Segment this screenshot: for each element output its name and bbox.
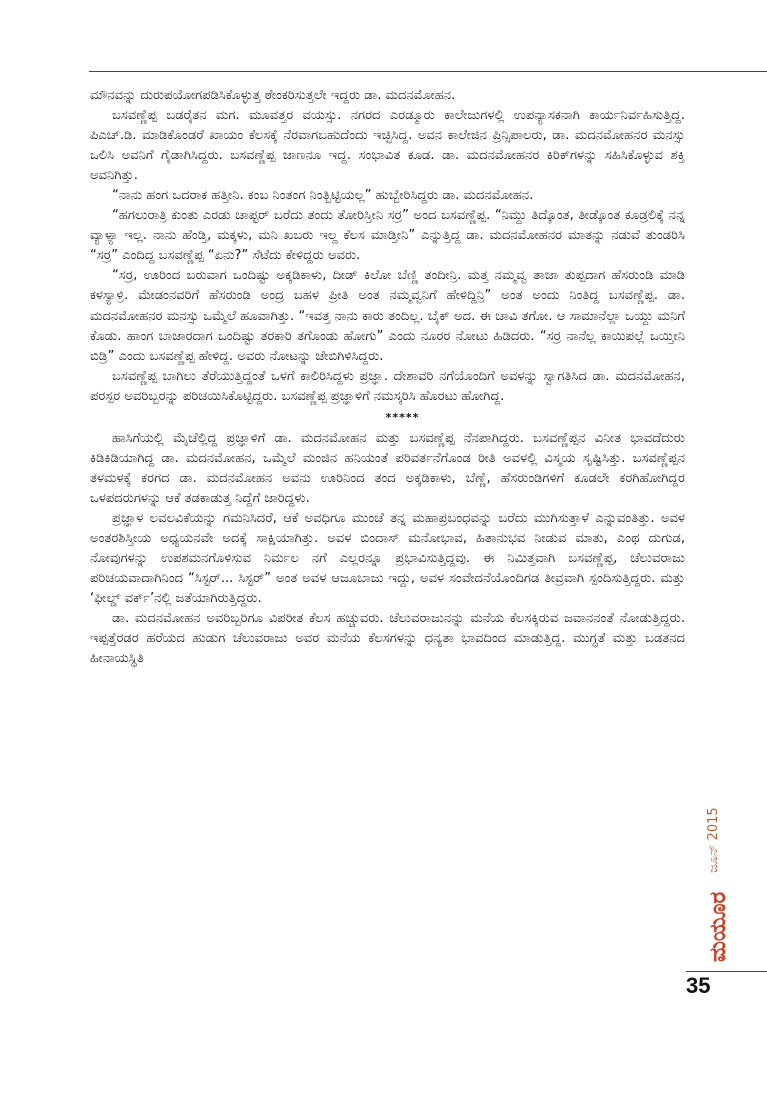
issue-date: ಜೂನ್ 2015 — [706, 807, 721, 873]
paragraph: “ಸರ್ರ, ಊರಿಂದ ಬರುವಾಗ ಒಂದಿಷ್ಟು ಅಕ್ಕಡಿಕಾಳು, ದೀಡ್ ಕಿಲೋ ಬೆಣ್ಣಿ ತಂದೀನ್ರಿ. ಮತ್ತ ನಮ್ಮವ್ವ ತಾಜಾ ತುಪ್ಪದಾಗ ಹೆಸರುಂಡಿ ಮಾಡಿ ಕಳಸ್ಯಾಳ್ರಿ. ಮೇಡಂನವರಿಗೆ ಹೆಸರುಂಡಿ ಅಂದ್ರ ಬಹಳ ಪ್ರೀತಿ ಅಂತ ನಮ್ಮವ್ವನಿಗೆ ಹೇಳಿದ್ದಿನ್ರಿ” ಅಂತ ಅಂದು ನಿಂತಿದ್ದ ಬಸವಣ್ಣೆಪ್ಪ. ಡಾ. ಮದನಮೋಹನರ ಮನಸ್ಸು ಒಮ್ಮೆಲೆ ಹೂವಾಗಿತ್ತು. “ಇವತ್ತ ನಾನು ಕಾರು ತಂದಿಲ್ಲ. ಬೈಕ್ ಅದ. ಈ ಚಾವಿ ತಗೋ. ಆ ಸಾಮಾನೆಲ್ಲಾ ಒಯ್ದು ಮನಿಗೆ ಕೊಡು. ಹಾಂಗ ಬಾಜಾರದಾಗ ಒಂದಿಷ್ಟು ತರಕಾರಿ ತಗೊಂಡು ಹೋಗು” ಎಂದು ನೂರರ ನೋಟು ಹಿಡಿದರು. “ಸರ್ರ ನಾನೆಲ್ಲ ಕಾಯಿಪಲ್ಲೆ ಒಯ್ತೀನಿ ಬಿಡ್ರಿ” ಎಂದು ಬಸವಣ್ಣೆಪ್ಪ ಹೇಳಿದ್ದ. ಅವರು ನೋಟನ್ನು ಜೇಬಿಗಿಳಿಸಿದ್ದರು. — [90, 268, 685, 364]
paragraph: ಪ್ರಜ್ಞಾಳ ಲವಲವಿಕೆಯನ್ನು ಗಮನಿಸಿದರೆ, ಆಕೆ ಅವಧಿಗೂ ಮುಂಚೆ ತನ್ನ ಮಹಾಪ್ರಬಂಧವನ್ನು ಬರೆದು ಮುಗಿಸುತ್ತಾಳೆ ಎನ್ನುವಂತಿತ್ತು. ಅವಳ ಅಂತರಶಿಸ್ತೀಯ ಅಧ್ಯಯನವೇ ಅದಕ್ಕೆ ಸಾಕ್ಷಿಯಾಗಿತ್ತು. ಅವಳ ಬಿಂದಾಸ್ ಮನೋಭಾವ, ಹಿತಾನುಭವ ನೀಡುವ ಮಾತು, ಎಂಥ ದುಗುಡ, ನೋವುಗಳನ್ನು ಉಪಶಮನಗೊಳಿಸುವ ನಿರ್ಮಲ ನಗೆ ಎಲ್ಲರನ್ನೂ ಪ್ರಭಾವಿಸುತ್ತಿದ್ದವು. ಈ ನಿಮಿತ್ತವಾಗಿ ಬಸವಣ್ಣೆಪ್ಪ, ಚೆಲುವರಾಜು ಪರಿಚಯವಾದಾಗಿನಿಂದ “ಸಿಸ್ಟರ್... ಸಿಸ್ಟರ್” ಅಂತ ಅವಳ ಆಜೂಬಾಜು ಇದ್ದು, ಅವಳ ಸಂವೇದನೆಯೊಂದಿಗಡ ತೀವ್ರವಾಗಿ ಸ್ಪಂದಿಸುತ್ತಿದ್ದರು. ಮತ್ತು ‘ಫೀಲ್ಡ್ ವರ್ಕ್’ನಲ್ಲಿ ಜತೆಯಾಗಿರುತ್ತಿದ್ದರು. — [90, 510, 685, 607]
paragraph: “ನಾನು ಹಂಗ ಒದರಾಕ ಹತ್ತೀನಿ. ಕಂಬ ನಿಂತಂಗ ನಿಂತ್ಬಿಟ್ಟಿಯಲ್ಲ” ಹುಬ್ಬೇರಿಸಿದ್ದರು ಡಾ. ಮದನಮೋಹನ. — [112, 188, 534, 204]
page-number: 35 — [686, 973, 711, 998]
section-separator: ***** — [385, 410, 420, 424]
paragraph: ಡಾ. ಮದನಮೋಹನ ಅವರಿಬ್ಬರಿಗೂ ವಿಪರೀತ ಕೆಲಸ ಹಚ್ಚುವರು. ಚೆಲುವರಾಜುನನ್ನು ಮನೆಯ ಕೆಲಸಕ್ಕಿರುವ ಜವಾನನಂತೆ ನೋಡುತ್ತಿದ್ದರು. ಇಪ್ಪತ್ತೆರಡರ ಹರೆಯದ ಹುಡುಗ ಚೆಲುವರಾಜು ಅವರ ಮನೆಯ ಕೆಲಸಗಳನ್ನು ಧನ್ಯತಾ ಭಾವದಿಂದ ಮಾಡುತ್ತಿದ್ದ. ಮುಗ್ಧತೆ ಮತ್ತು ಬಡತನದ ಹೀನಾಯಸ್ಥಿತಿ — [90, 611, 685, 667]
paragraph: ಹಾಸಿಗೆಯಲ್ಲಿ ಮೈಚೆಲ್ಲಿದ್ದ ಪ್ರಜ್ಞಾಳಿಗೆ ಡಾ. ಮದನಮೋಹನ ಮತ್ತು ಬಸವಣ್ಣೆಪ್ಪ ನೆನಪಾಗಿದ್ದರು. ಬಸವಣ್ಣೆಪ್ಪನ ವಿನೀತ ಭಾವದೆದುರು ಕಿಡಿಕಿಡಿಯಾಗಿದ್ದ ಡಾ. ಮದನಮೋಹನ, ಒಮ್ಮೆಲೆ ಮಂಜಿನ ಹನಿಯಂತೆ ಪರಿವರ್ತನೆಗೊಂಡ ರೀತಿ ಅವಳಲ್ಲಿ ವಿಸ್ಮಯ ಸೃಷ್ಟಿಸಿತ್ತು. ಬಸವಣ್ಣೆಪ್ಪನ ತಳಮಳಕ್ಕೆ ಕರಗದ ಡಾ. ಮದನಮೋಹನ ಅವನು ಊರಿನಿಂದ ತಂದ ಅಕ್ಕಡಿಕಾಳು, ಬೆಣ್ಣೆ, ಹೆಸರುಂಡಿಗಳಿಗೆ ಕೂಡಲೇ ಕರಗಿಹೋಗಿದ್ದರ ಒಳಪದರುಗಳನ್ನು ಆಕೆ ತಡಕಾಡುತ್ತ ನಿದ್ದೆಗೆ ಜಾರಿದ್ದಳು. — [90, 430, 685, 506]
paragraph: “ಹಗಲುರಾತ್ರಿ ಕುಂತು ಎರಡು ಚಾಪ್ಟರ್ ಬರೆದು ತಂದು ತೋರಿಸ್ತೀನಿ ಸರ್ರ” ಅಂದ ಬಸವಣ್ಣೆಪ್ಪ. “ನಿಮ್ದು ತಿದ್ಕೊಂತ, ತೀಡ್ಕೊಂತ ಕೂಡ್ರಲಿಕ್ಕೆ ನನ್ನ ವ್ಯಾಳ್ಯಾ ಇಲ್ಲ. ನಾನು ಹೆಂಡ್ತಿ, ಮಕ್ಕಳು, ಮನಿ ಖಬರು ಇಲ್ದ ಕೆಲಸ ಮಾಡ್ತೀನಿ” ಎನ್ನುತ್ತಿದ್ದ ಡಾ. ಮದನಮೋಹನರ ಮಾತನ್ನು ನಡುವೆ ತುಂಡರಿಸಿ “ಸರ್ರ” ಎಂದಿದ್ದ ಬಸವಣ್ಣೆಪ್ಪ “ಏನು?” ಸೆಟೆದು ಕೇಳಿದ್ದರು ಅವರು. — [90, 208, 685, 264]
magazine-logo: ಮಯೂರ — [706, 891, 731, 963]
paragraph: ಮೌನವನ್ನು ದುರುಪಯೋಗಪಡಿಸಿಕೊಳ್ಳುತ್ತ ಠೇಂಕರಿಸುತ್ತಲೇ ಇದ್ದರು ಡಾ. ಮದನಮೋಹನ. — [90, 88, 456, 103]
top-rule — [89, 71, 767, 72]
paragraph: ಬಸವಣ್ಣೆಪ್ಪ ಬಡರೈತನ ಮಗ. ಮೂವತ್ತರ ವಯಸ್ಸು. ನಗರದ ಎರಡ್ಮೂರು ಕಾಲೇಜುಗಳಲ್ಲಿ ಉಪನ್ಯಾಸಕನಾಗಿ ಕಾರ್ಯನಿರ್ವಹಿಸುತ್ತಿದ್ದ. ಪಿಎಚ್.ಡಿ. ಮಾಡಿಕೊಂಡರೆ ಖಾಯಂ ಕೆಲಸಕ್ಕೆ ನೆರವಾಗಬಹುದೆಂದು ಇಚ್ಛಿಸಿದ್ದ. ಅವನ ಕಾಲೇಜಿನ ಪ್ರಿನ್ಸಿಪಾಲರು, ಡಾ. ಮದನಮೋಹನರ ಮನಸ್ಸು ಒಲಿಸಿ ಅವನಿಗೆ ಗೈಡಾಗಿಸಿದ್ದರು. ಬಸವಣ್ಣೆಪ್ಪ ಜಾಣನೂ ಇದ್ದ. ಸಂಭಾವಿತ ಕೂಡ. ಡಾ. ಮದನಮೋಹನರ ಕಿರಿಕ್‌ಗಳನ್ನು ಸಹಿಸಿಕೊಳ್ಳುವ ಶಕ್ತಿ ಅವನಿಗಿತ್ತು. — [90, 108, 685, 184]
article-body — [90, 86, 685, 669]
paragraph: ಬಸವಣ್ಣೆಪ್ಪ ಬಾಗಿಲು ತೆರೆಯುತ್ತಿದ್ದಂತೆ ಒಳಗೆ ಕಾಲಿರಿಸಿದ್ದಳು ಪ್ರಜ್ಞಾ. ದೇಶಾವರಿ ನಗೆಯೊಂದಿಗೆ ಅವಳನ್ನು ಸ್ವಾಗತಿಸಿದ ಡಾ. ಮದನಮೋಹನ, ಪರಸ್ಪರ ಅವರಿಬ್ಬರನ್ನು ಪರಿಚಯಿಸಿಕೊಟ್ಟಿದ್ದರು. ಬಸವಣ್ಣೆಪ್ಪ ಪ್ರಜ್ಞಾಳಿಗೆ ನಮಸ್ಕರಿಸಿ ಹೊರಟು ಹೋಗಿದ್ದ. — [90, 368, 685, 404]
footer-rule — [686, 971, 767, 972]
sidebar-masthead — [706, 800, 734, 970]
